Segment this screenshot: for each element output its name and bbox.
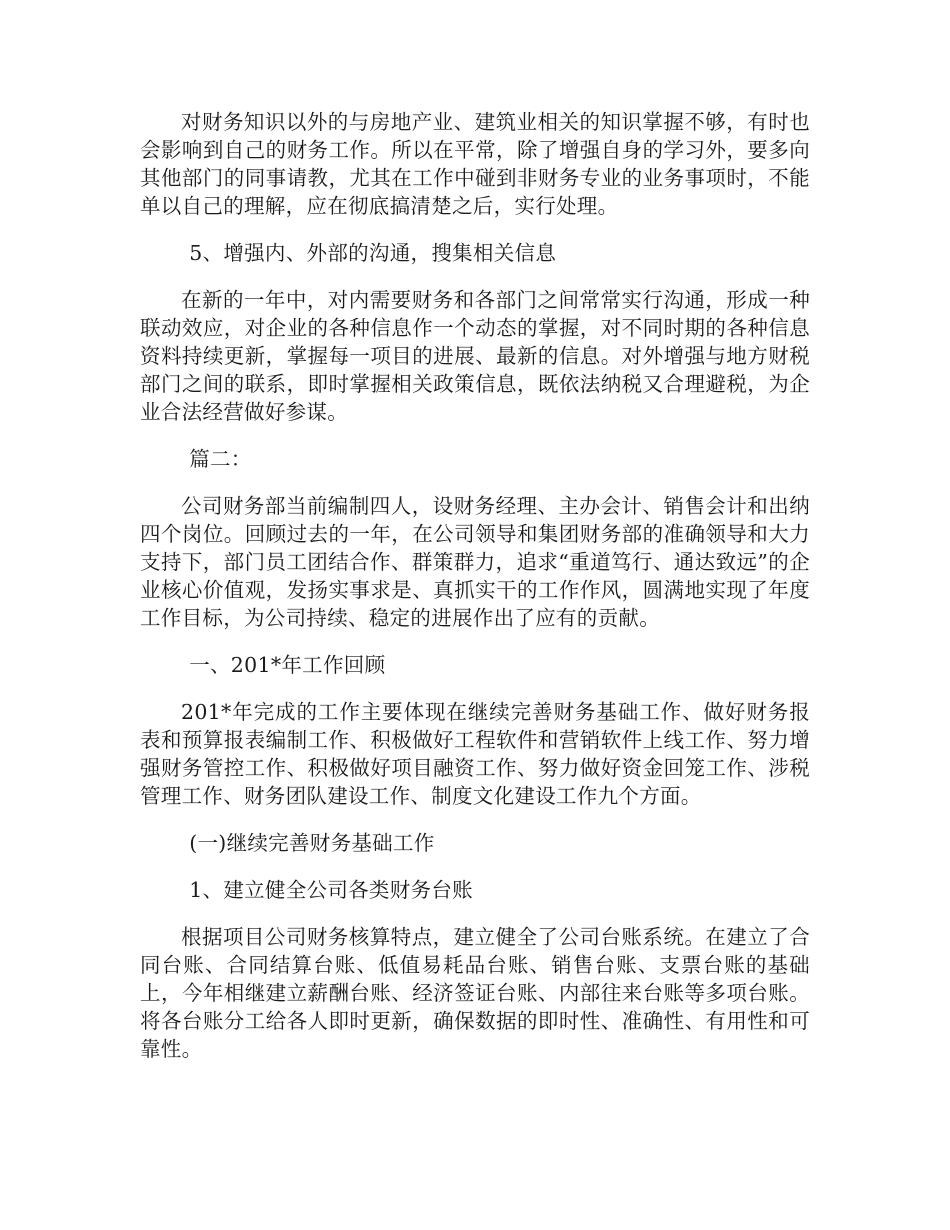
paragraph-ledger-system: 根据项目公司财务核算特点，建立健全了公司台账系统。在建立了合同台账、合同结算台账、低值易耗品台账、销售台账、支票台账的基础上，今年相继建立薪酬台账、经济签证台账、内部往来台账等多项台账。将各台账分工给各人即时更新，确保数据的即时性、准确性、有用性和可靠性。: [140, 925, 810, 1061]
heading-communication: 5、增强内、外部的沟通，搜集相关信息: [189, 241, 557, 265]
heading-part-two: 篇二：: [189, 447, 252, 471]
document-body: [140, 108, 810, 1082]
paragraph-department-overview: 公司财务部当前编制四人，设财务经理、主办会计、销售会计和出纳四个岗位。回顾过去的一年，在公司领导和集团财务部的准确领导和大力支持下，部门员工团结合作、群策群力，追求“重道笃行、通达致远”的企业核心价值观，发扬实事求是、真抓实干的工作作风，圆满地实现了年度工作目标，为公司持续、稳定的进展作出了应有的贡献。: [140, 494, 810, 630]
paragraph-finance-knowledge: 对财务知识以外的与房地产业、建筑业相关的知识掌握不够，有时也会影响到自己的财务工作。所以在平常，除了增强自身的学习外，要多向其他部门的同事请教，尤其在工作中碰到非财务专业的业务事项时，不能单以自己的理解，应在彻底搞清楚之后，实行处理。: [140, 110, 810, 218]
paragraph-work-summary: 201*年完成的工作主要体现在继续完善财务基础工作、做好财务报表和预算报表编制工作、积极做好工程软件和营销软件上线工作、努力增强财务管控工作、积极做好项目融资工作、努力做好资金回笼工作、涉税管理工作、财务团队建设工作、制度文化建设工作九个方面。: [140, 700, 810, 808]
heading-ledgers: 1、建立健全公司各类财务台账: [189, 878, 473, 902]
paragraph-new-year-communication: 在新的一年中，对内需要财务和各部门之间常常实行沟通，形成一种联动效应，对企业的各种信息作一个动态的掌握，对不同时期的各种信息资料持续更新，掌握每一项目的进展、最新的信息。对外增强与地方财税部门之间的联系，即时掌握相关政策信息，既依法纳税又合理避税，为企业合法经营做好参谋。: [140, 288, 810, 424]
heading-work-review: 一、201*年工作回顾: [189, 653, 386, 677]
heading-finance-basics: (一)继续完善财务基础工作: [189, 831, 435, 855]
